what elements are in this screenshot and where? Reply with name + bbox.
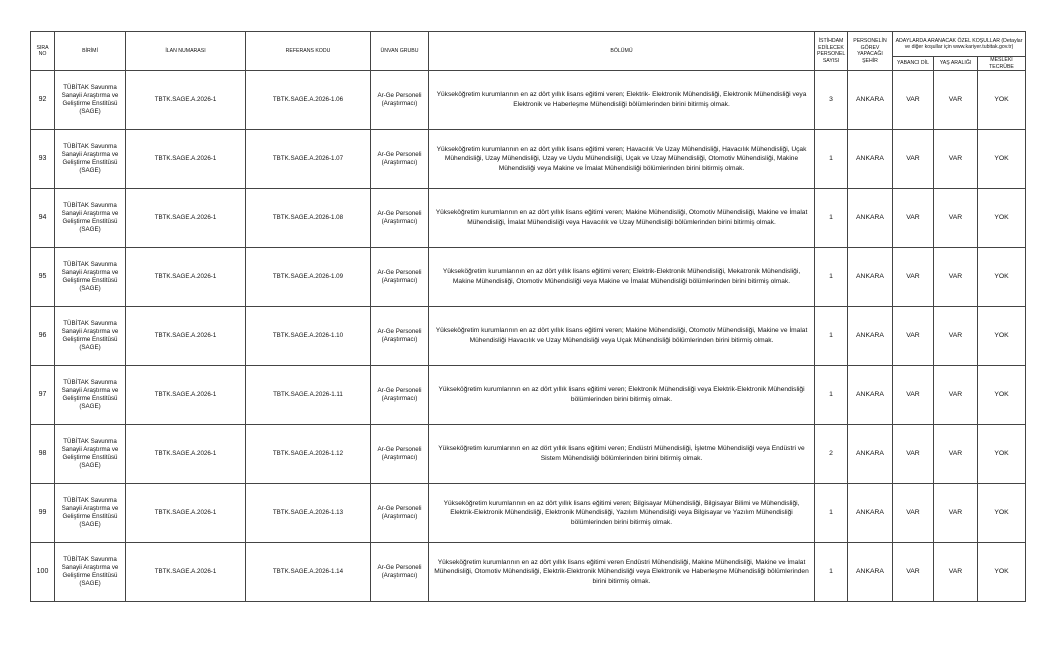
header-birimi: BİRİMİ [55, 32, 126, 71]
unit-name-cell: TÜBİTAK Savunma Sanayii Araştırma ve Geliştirme Enstitüsü (SAGE) [55, 130, 126, 189]
city-cell: ANKARA [848, 189, 893, 248]
ilan-number-cell: TBTK.SAGE.A.2026-1 [126, 130, 246, 189]
city-cell: ANKARA [848, 425, 893, 484]
header-ilan-numarasi: İLAN NUMARASI [126, 32, 246, 71]
header-ozel-kosullar: ADAYLARDA ARANACAK ÖZEL KOŞULLAR (Detaylar ve diğer koşullar için www.kariyer.tubitak.gov.tr) [893, 32, 1026, 57]
table-row [31, 248, 1026, 307]
city-cell: ANKARA [848, 307, 893, 366]
header-bolumu: BÖLÜMÜ [429, 32, 815, 71]
title-group-cell: Ar-Ge Personeli (Araştırmacı) [371, 248, 429, 307]
table-row [31, 543, 1026, 602]
title-group-cell: Ar-Ge Personeli (Araştırmacı) [371, 484, 429, 543]
row-number-cell: 99 [31, 484, 55, 543]
header-istihdam: İSTİHDAM EDİLECEK PERSONEL SAYISI [815, 32, 848, 71]
header-yas-araligi: YAŞ ARALIĞI [934, 57, 978, 71]
personnel-count-cell: 1 [815, 366, 848, 425]
reference-code-cell: TBTK.SAGE.A.2026-1.08 [246, 189, 371, 248]
unit-name-cell: TÜBİTAK Savunma Sanayii Araştırma ve Geliştirme Enstitüsü (SAGE) [55, 366, 126, 425]
city-cell: ANKARA [848, 543, 893, 602]
row-number-cell: 98 [31, 425, 55, 484]
city-cell: ANKARA [848, 130, 893, 189]
title-group-cell: Ar-Ge Personeli (Araştırmacı) [371, 307, 429, 366]
city-cell: ANKARA [848, 484, 893, 543]
age-range-cell: VAR [934, 71, 978, 130]
foreign-language-cell: VAR [893, 484, 934, 543]
personnel-count-cell: 1 [815, 189, 848, 248]
header-unvan-grubu: ÜNVAN GRUBU [371, 32, 429, 71]
department-requirements-cell: Yükseköğretim kurumlarının en az dört yıllık lisans eğitimi veren; Elektrik- Elektronik Mühendisliği, Elektronik Mühendisliği veya Elektronik ve Haberleşme Mühendisliği bölümlerinden birini bitirmiş olmak. [429, 71, 815, 130]
professional-experience-cell: YOK [978, 425, 1026, 484]
professional-experience-cell: YOK [978, 543, 1026, 602]
ilan-number-cell: TBTK.SAGE.A.2026-1 [126, 425, 246, 484]
professional-experience-cell: YOK [978, 189, 1026, 248]
professional-experience-cell: YOK [978, 484, 1026, 543]
row-number-cell: 92 [31, 71, 55, 130]
department-requirements-cell: Yükseköğretim kurumlarının en az dört yıllık lisans eğitimi veren Endüstri Mühendisliği, Makine Mühendisliği, Makine ve İmalat Mühendisliği, Otomotiv Mühendisliği, Elektrik-Elektronik Mühendisliği veya Elektronik ve Haberleşme Mühendisliği bölümlerinden birini bitirmiş olmak. [429, 543, 815, 602]
foreign-language-cell: VAR [893, 71, 934, 130]
department-requirements-cell: Yükseköğretim kurumlarının en az dört yıllık lisans eğitimi veren; Elektronik Mühendisliği veya Elektrik-Elektronik Mühendisliği bölümlerinden birini bitirmiş olmak. [429, 366, 815, 425]
age-range-cell: VAR [934, 248, 978, 307]
professional-experience-cell: YOK [978, 366, 1026, 425]
unit-name-cell: TÜBİTAK Savunma Sanayii Araştırma ve Geliştirme Enstitüsü (SAGE) [55, 71, 126, 130]
ilan-number-cell: TBTK.SAGE.A.2026-1 [126, 248, 246, 307]
job-listing-table [30, 31, 1026, 602]
title-group-cell: Ar-Ge Personeli (Araştırmacı) [371, 130, 429, 189]
department-requirements-cell: Yükseköğretim kurumlarının en az dört yıllık lisans eğitimi veren; Makine Mühendisliği, Otomotiv Mühendisliği, Makine ve İmalat Mühendisliği Havacılık ve Uzay Mühendisliği veya Uçak Mühendisliği bölümlerinden birini bitirmiş olmak. [429, 307, 815, 366]
title-group-cell: Ar-Ge Personeli (Araştırmacı) [371, 425, 429, 484]
department-requirements-cell: Yükseköğretim kurumlarının en az dört yıllık lisans eğitimi veren; Havacılık Ve Uzay Mühendisliği, Havacılık Mühendisliği, Uçak Mühendisliği, Uzay Mühendisliği, Uzay ve Uydu Mühendisliği, Uçak ve Uzay Mühendisliği, Otomotiv Mühendisliği, Makine Mühendisliği veya Makine ve İmalat Mühendisliği bölümlerinden birini bitirmiş olmak. [429, 130, 815, 189]
age-range-cell: VAR [934, 425, 978, 484]
unit-name-cell: TÜBİTAK Savunma Sanayii Araştırma ve Geliştirme Enstitüsü (SAGE) [55, 484, 126, 543]
unit-name-cell: TÜBİTAK Savunma Sanayii Araştırma ve Geliştirme Enstitüsü (SAGE) [55, 543, 126, 602]
reference-code-cell: TBTK.SAGE.A.2026-1.12 [246, 425, 371, 484]
department-requirements-cell: Yükseköğretim kurumlarının en az dört yıllık lisans eğitimi veren; Bilgisayar Mühendisliği, Bilgisayar Bilimi ve Mühendisliği, Elektrik-Elektronik Mühendisliği, Elektronik Mühendisliği, Yazılım Mühendisliği veya Bilgisayar ve Yazılım Mühendisliği bölümlerinden birini bitirmiş olmak. [429, 484, 815, 543]
reference-code-cell: TBTK.SAGE.A.2026-1.09 [246, 248, 371, 307]
personnel-count-cell: 1 [815, 543, 848, 602]
row-number-cell: 100 [31, 543, 55, 602]
ilan-number-cell: TBTK.SAGE.A.2026-1 [126, 71, 246, 130]
age-range-cell: VAR [934, 366, 978, 425]
row-number-cell: 96 [31, 307, 55, 366]
personnel-count-cell: 1 [815, 484, 848, 543]
age-range-cell: VAR [934, 189, 978, 248]
header-mesleki-tecrube: MESLEKİ TECRÜBE [978, 57, 1026, 71]
personnel-count-cell: 1 [815, 130, 848, 189]
department-requirements-cell: Yükseköğretim kurumlarının en az dört yıllık lisans eğitimi veren; Makine Mühendisliği, Otomotiv Mühendisliği, Makine ve İmalat Mühendisliği, İmalat Mühendisliği veya Havacılık ve Uzay Mühendisliği bölümlerinden birini bitirmiş olmak. [429, 189, 815, 248]
age-range-cell: VAR [934, 543, 978, 602]
header-yabanci-dil: YABANCI DİL [893, 57, 934, 71]
row-number-cell: 93 [31, 130, 55, 189]
personnel-count-cell: 1 [815, 307, 848, 366]
reference-code-cell: TBTK.SAGE.A.2026-1.10 [246, 307, 371, 366]
foreign-language-cell: VAR [893, 130, 934, 189]
city-cell: ANKARA [848, 71, 893, 130]
header-personel-sehir: PERSONELİN GÖREV YAPACAĞI ŞEHİR [848, 32, 893, 71]
age-range-cell: VAR [934, 484, 978, 543]
ilan-number-cell: TBTK.SAGE.A.2026-1 [126, 543, 246, 602]
reference-code-cell: TBTK.SAGE.A.2026-1.06 [246, 71, 371, 130]
table-row [31, 71, 1026, 130]
ilan-number-cell: TBTK.SAGE.A.2026-1 [126, 307, 246, 366]
title-group-cell: Ar-Ge Personeli (Araştırmacı) [371, 189, 429, 248]
table-row [31, 307, 1026, 366]
reference-code-cell: TBTK.SAGE.A.2026-1.14 [246, 543, 371, 602]
ilan-number-cell: TBTK.SAGE.A.2026-1 [126, 484, 246, 543]
professional-experience-cell: YOK [978, 130, 1026, 189]
table-row [31, 425, 1026, 484]
city-cell: ANKARA [848, 366, 893, 425]
row-number-cell: 95 [31, 248, 55, 307]
unit-name-cell: TÜBİTAK Savunma Sanayii Araştırma ve Geliştirme Enstitüsü (SAGE) [55, 189, 126, 248]
department-requirements-cell: Yükseköğretim kurumlarının en az dört yıllık lisans eğitimi veren; Elektrik-Elektronik Mühendisliği, Mekatronik Mühendisliği, Makine Mühendisliği, Otomotiv Mühendisliği veya Makine ve İmalat Mühendisliği bölümlerinden birini bitirmiş olmak. [429, 248, 815, 307]
unit-name-cell: TÜBİTAK Savunma Sanayii Araştırma ve Geliştirme Enstitüsü (SAGE) [55, 307, 126, 366]
reference-code-cell: TBTK.SAGE.A.2026-1.13 [246, 484, 371, 543]
foreign-language-cell: VAR [893, 307, 934, 366]
professional-experience-cell: YOK [978, 307, 1026, 366]
department-requirements-cell: Yükseköğretim kurumlarının en az dört yıllık lisans eğitimi veren; Endüstri Mühendisliği, İşletme Mühendisliği veya Endüstri ve Sistem Mühendisliği bölümlerinden birini bitirmiş olmak. [429, 425, 815, 484]
table-header [31, 32, 1026, 71]
foreign-language-cell: VAR [893, 543, 934, 602]
professional-experience-cell: YOK [978, 248, 1026, 307]
personnel-count-cell: 3 [815, 71, 848, 130]
table-row [31, 189, 1026, 248]
table-row [31, 484, 1026, 543]
age-range-cell: VAR [934, 307, 978, 366]
foreign-language-cell: VAR [893, 425, 934, 484]
personnel-count-cell: 2 [815, 425, 848, 484]
reference-code-cell: TBTK.SAGE.A.2026-1.11 [246, 366, 371, 425]
ilan-number-cell: TBTK.SAGE.A.2026-1 [126, 189, 246, 248]
age-range-cell: VAR [934, 130, 978, 189]
row-number-cell: 97 [31, 366, 55, 425]
header-referans-kodu: REFERANS KODU [246, 32, 371, 71]
personnel-count-cell: 1 [815, 248, 848, 307]
title-group-cell: Ar-Ge Personeli (Araştırmacı) [371, 71, 429, 130]
title-group-cell: Ar-Ge Personeli (Araştırmacı) [371, 366, 429, 425]
foreign-language-cell: VAR [893, 366, 934, 425]
row-number-cell: 94 [31, 189, 55, 248]
ilan-number-cell: TBTK.SAGE.A.2026-1 [126, 366, 246, 425]
foreign-language-cell: VAR [893, 189, 934, 248]
professional-experience-cell: YOK [978, 71, 1026, 130]
city-cell: ANKARA [848, 248, 893, 307]
header-sira-no: SIRA NO [31, 32, 55, 71]
table-row [31, 130, 1026, 189]
title-group-cell: Ar-Ge Personeli (Araştırmacı) [371, 543, 429, 602]
table-body [31, 71, 1026, 602]
unit-name-cell: TÜBİTAK Savunma Sanayii Araştırma ve Geliştirme Enstitüsü (SAGE) [55, 425, 126, 484]
foreign-language-cell: VAR [893, 248, 934, 307]
reference-code-cell: TBTK.SAGE.A.2026-1.07 [246, 130, 371, 189]
unit-name-cell: TÜBİTAK Savunma Sanayii Araştırma ve Geliştirme Enstitüsü (SAGE) [55, 248, 126, 307]
table-row [31, 366, 1026, 425]
